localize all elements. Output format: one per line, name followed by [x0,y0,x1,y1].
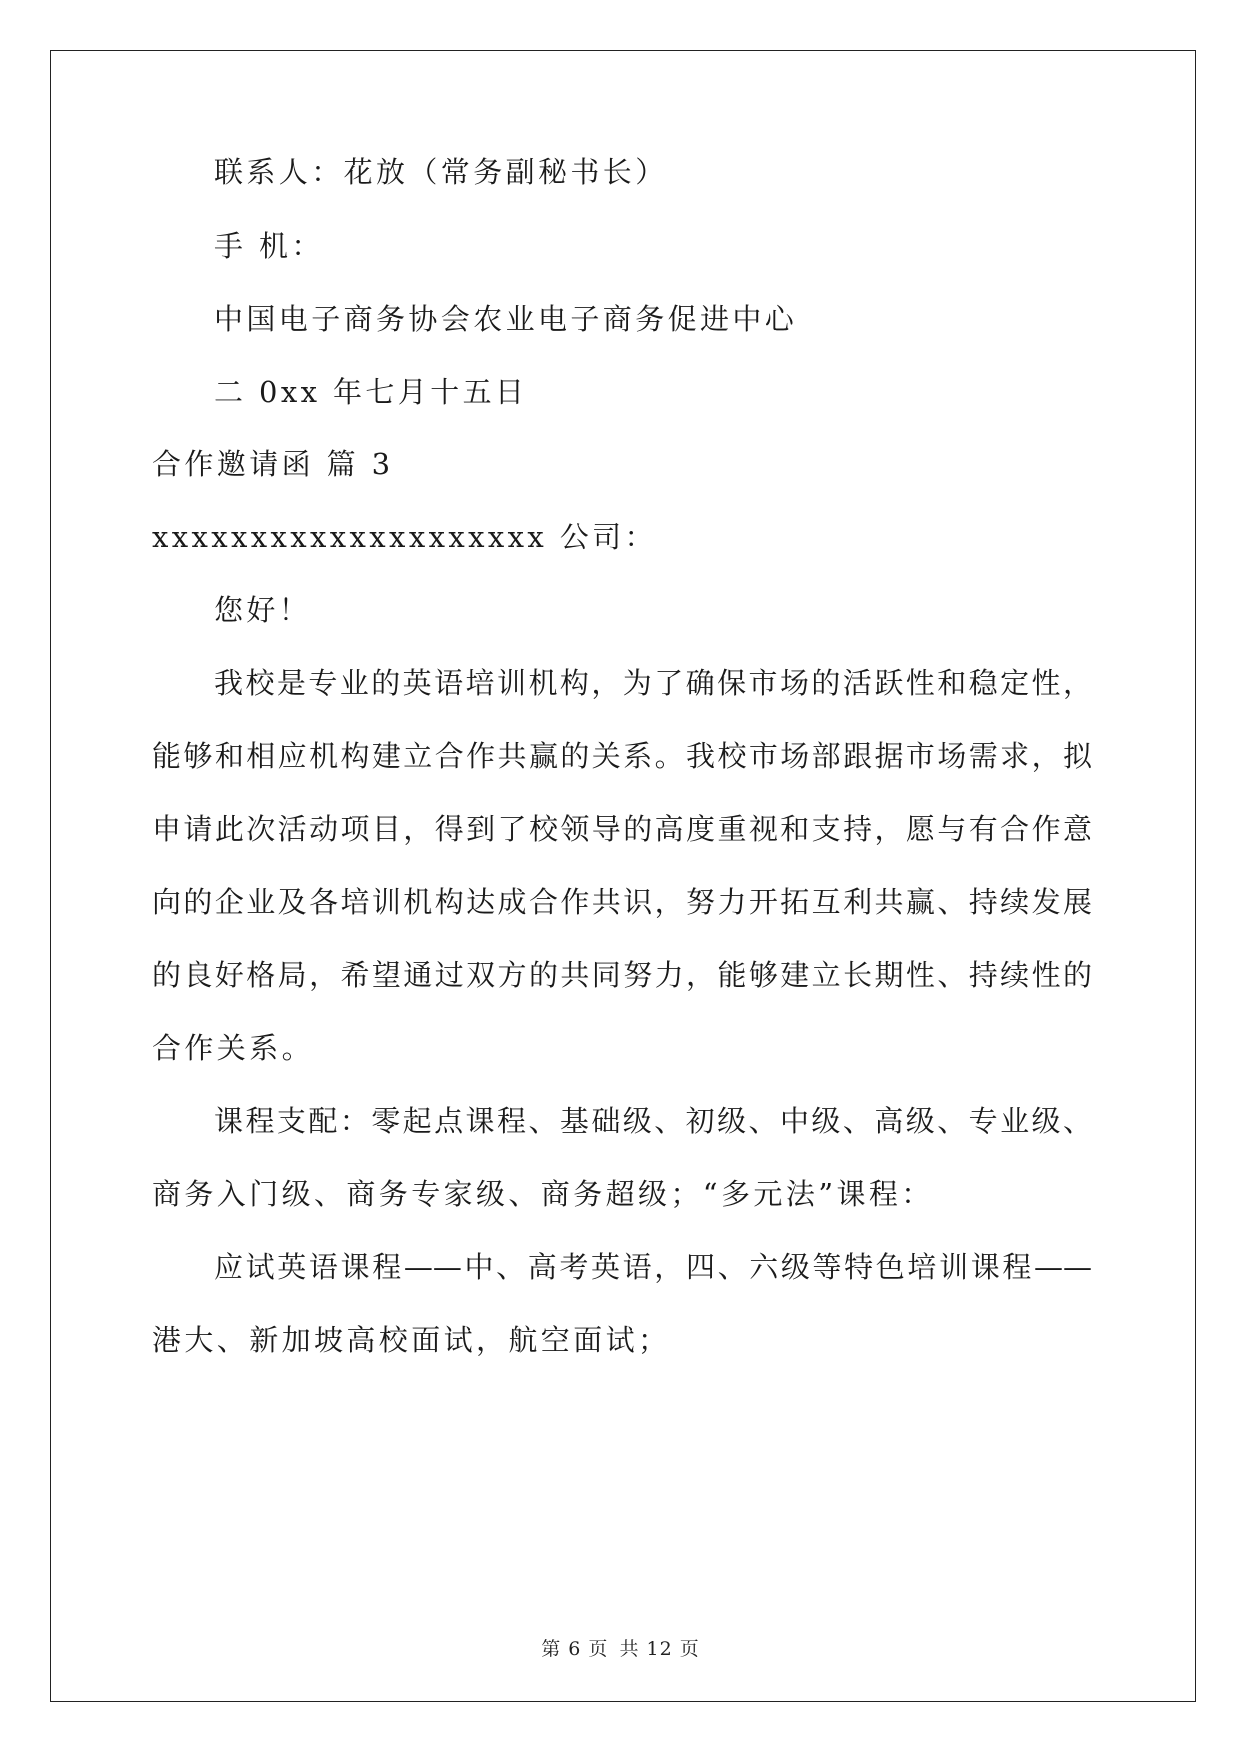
total-pages: 共 12 页 [619,1638,700,1660]
current-page-number: 第 6 页 [541,1638,609,1660]
addressee: xxxxxxxxxxxxxxxxxxxx 公司： [152,520,657,554]
paragraph-2-line: 课程支配：零起点课程、基础级、初级、中级、高级、专业级、 [214,1104,1092,1138]
paragraph-1-line: 合作关系。 [152,1031,315,1065]
date-line: 二 0xx 年七月十五日 [214,375,528,409]
page-footer [0,1634,1241,1661]
greeting: 您好！ [214,593,312,627]
paragraph-1-line: 向的企业及各培训机构达成合作共识，努力开拓互利共赢、持续发展 [152,885,1092,919]
paragraph-3-line: 港大、新加坡高校面试，航空面试； [152,1323,671,1357]
paragraph-1-line: 的良好格局，希望通过双方的共同努力，能够建立长期性、持续性的 [152,958,1092,992]
paragraph-1-line: 能够和相应机构建立合作共赢的关系。我校市场部跟据市场需求，拟 [152,739,1092,773]
organization-line: 中国电子商务协会农业电子商务促进中心 [214,302,798,336]
mobile-line: 手 机： [214,229,324,263]
paragraph-2-line: 商务入门级、商务专家级、商务超级；“多元法”课程： [152,1177,934,1211]
contact-line: 联系人：花放（常务副秘书长） [214,155,668,189]
page-border [50,50,1196,1702]
paragraph-1-line: 申请此次活动项目，得到了校领导的高度重视和支持，愿与有合作意 [152,812,1092,846]
paragraph-1-line: 我校是专业的英语培训机构，为了确保市场的活跃性和稳定性， [214,666,1092,700]
section-title: 合作邀请函 篇 3 [152,447,394,481]
paragraph-3-line: 应试英语课程——中、高考英语，四、六级等特色培训课程—— [214,1250,1092,1284]
